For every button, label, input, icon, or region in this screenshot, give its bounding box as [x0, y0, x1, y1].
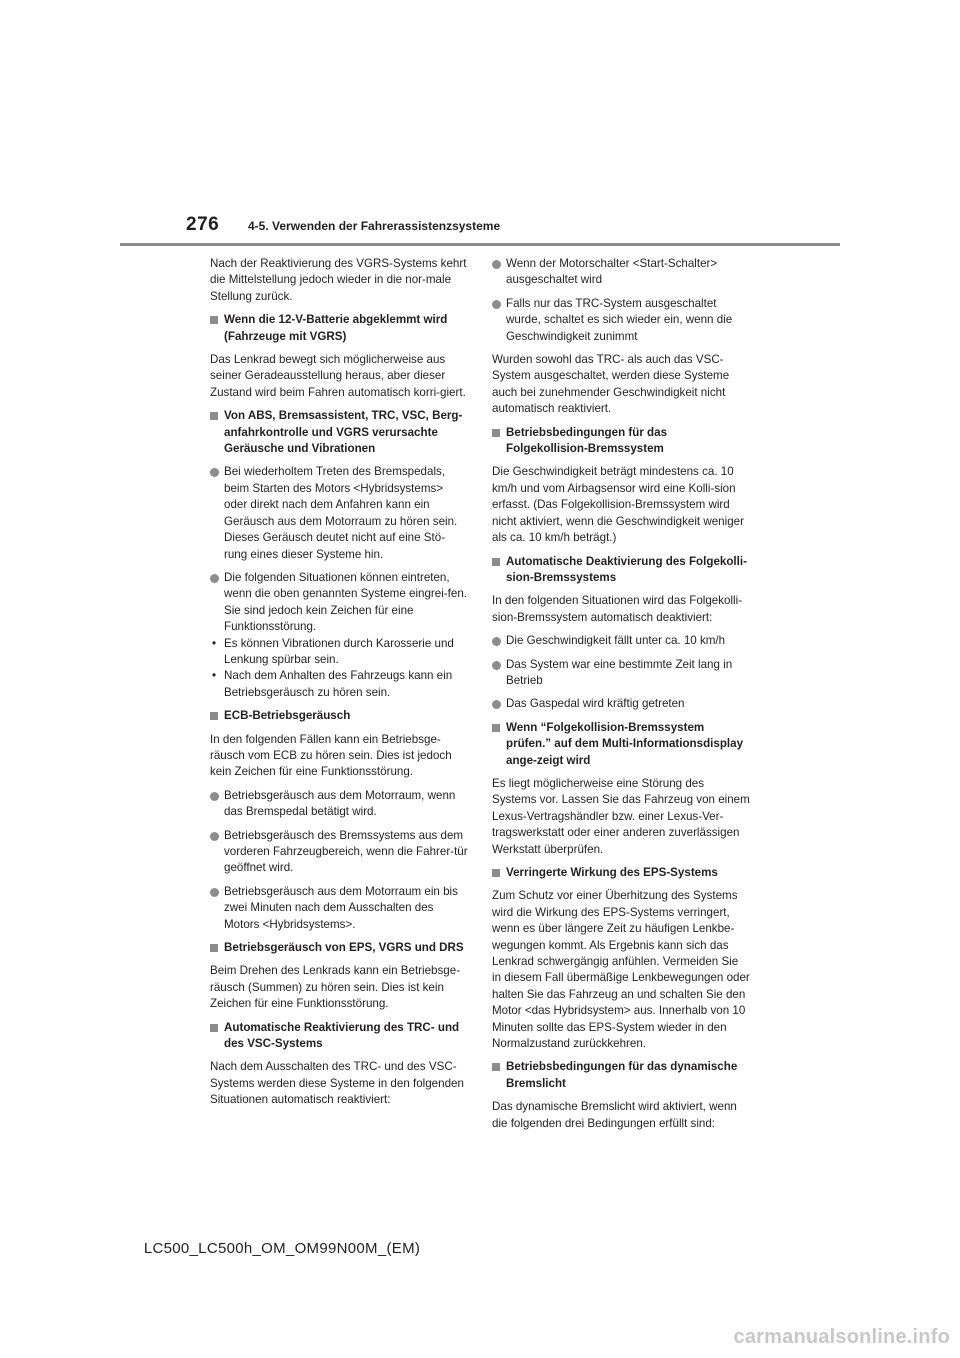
bullet-item: Betriebsgeräusch aus dem Motorraum ein bis zwei Minuten nach dem Ausschalten des Motors <Hybridsystems>. — [210, 884, 468, 933]
circle-bullet-icon — [210, 468, 219, 477]
square-bullet-icon — [492, 429, 500, 437]
paragraph: In den folgenden Fällen kann ein Betriebsge-räusch vom ECB zu hören sein. Dies ist jedoch kein Zeichen für eine Funktionsstörung. — [210, 732, 452, 779]
section-heading: Wenn “Folgekollision-Bremssystem prüfen.” auf dem Multi-Informationsdisplay ange-zeigt wird — [492, 720, 750, 769]
bullet-item: Betriebsgeräusch des Bremssystems aus dem vorderen Fahrzeugbereich, wenn die Fahrer-tür geöffnet wird. — [210, 828, 468, 877]
sub-bullet-item: • Nach dem Anhalten des Fahrzeugs kann ein Betriebsgeräusch zu hören sein. — [212, 669, 453, 699]
dot-marker-icon: • — [212, 669, 217, 683]
bullet-item: Die folgenden Situationen können eintreten, wenn die oben genannten Systeme eingrei-fen. Sie sind jedoch kein Zeichen für eine Funktionsstörung. — [210, 570, 468, 636]
page-footer — [0, 1240, 960, 1257]
section-title: 4-5. Verwenden der Fahrerassistenzsysteme — [248, 219, 501, 233]
circle-bullet-icon — [210, 574, 219, 583]
paragraph: In den folgenden Situationen wird das Folgekolli-sion-Bremssystem automatisch deaktiviert: — [492, 594, 743, 624]
circle-bullet-icon — [210, 888, 219, 897]
square-bullet-icon — [492, 724, 500, 732]
square-bullet-icon — [492, 558, 500, 566]
page-number: 276 — [186, 214, 220, 235]
square-bullet-icon — [210, 944, 218, 952]
watermark-link[interactable]: carmanualsonline.info — [733, 1326, 950, 1348]
bullet-item: Die Geschwindigkeit fällt unter ca. 10 km/h — [492, 633, 750, 649]
section-heading: Verringerte Wirkung des EPS-Systems — [492, 865, 750, 881]
section-heading: Automatische Reaktivierung des TRC- und des VSC-Systems — [210, 1020, 468, 1053]
section-heading: Betriebsbedingungen für das dynamische Bremslicht — [492, 1059, 750, 1092]
circle-bullet-icon — [492, 637, 501, 646]
bullet-item: Betriebsgeräusch aus dem Motorraum, wenn das Bremspedal betätigt wird. — [210, 788, 468, 821]
section-heading: Betriebsbedingungen für das Folgekollision-Bremssystem — [492, 425, 750, 458]
paragraph: Nach dem Ausschalten des TRC- und des VSC-Systems werden diese Systeme in den folgenden Situationen automatisch reaktiviert: — [210, 1060, 464, 1107]
paragraph: Nach der Reaktivierung des VGRS-Systems kehrt die Mittelstellung jedoch wieder in die nor-male Stellung zurück. — [210, 257, 467, 303]
dot-marker-icon: • — [212, 636, 217, 650]
paragraph: Wurden sowohl das TRC- als auch das VSC-System ausgeschaltet, werden diese Systeme auch bei zunehmender Geschwindigkeit nicht automatisch reaktiviert. — [492, 353, 730, 416]
square-bullet-icon — [492, 869, 500, 877]
bullet-item: Bei wiederholtem Treten des Bremspedals, beim Starten des Motors <Hybridsystems> oder direkt nach dem Anfahren kann ein Geräusch aus dem Motorraum zu hören sein. Dieses Geräusch deutet nicht auf eine Stö-rung eines dieser Systeme hin. — [210, 464, 468, 562]
circle-bullet-icon — [210, 832, 219, 841]
section-heading: ECB-Betriebsgeräusch — [210, 708, 468, 724]
paragraph: Das Lenkrad bewegt sich möglicherweise aus seiner Geradeausstellung heraus, aber dieser Zustand wird beim Fahren automatisch korri-giert. — [210, 353, 466, 399]
sub-bullet-item: • Es können Vibrationen durch Karosserie und Lenkung spürbar sein. — [212, 636, 454, 666]
right-column — [492, 256, 750, 1139]
header-divider — [120, 243, 840, 246]
bullet-item: Das Gaspedal wird kräftig getreten — [492, 696, 750, 712]
bullet-item: Das System war eine bestimmte Zeit lang in Betrieb — [492, 657, 750, 690]
square-bullet-icon — [210, 412, 218, 420]
paragraph: Zum Schutz vor einer Überhitzung des Systems wird die Wirkung des EPS-Systems verringert, wenn es über längere Zeit zu häufigen Lenkbe-wegungen kommt. Als Ergebnis kann sich das Lenkrad schwergängig anfühlen. Vermeiden Sie in diesem Fall übermäßige Lenkbewegungen oder halten Sie das Fahrzeug an und schalten Sie den Motor <das Hybridsystem> aus. Innerhalb von 10 Minuten sollte das EPS-System wieder in den Normalzustand zurückkehren. — [492, 889, 750, 1051]
paragraph: Die Geschwindigkeit beträgt mindestens ca. 10 km/h und vom Airbagsensor wird eine Kolli-sion erfasst. (Das Folgekollision-Bremssystem wird nicht aktiviert, wenn die Geschwindigkeit weniger als ca. 10 km/h beträgt.) — [492, 465, 744, 545]
square-bullet-icon — [210, 712, 218, 720]
paragraph: Es liegt möglicherweise eine Störung des Systems vor. Lassen Sie das Fahrzeug von einem Lexus-Vertragshändler bzw. einer Lexus-Ver-tragswerkstatt oder einer anderen zuverlässigen Werkstatt überprüfen. — [492, 776, 750, 856]
bullet-item: Wenn der Motorschalter <Start-Schalter> ausgeschaltet wird — [492, 256, 750, 289]
circle-bullet-icon — [492, 260, 501, 269]
left-column — [210, 256, 468, 1116]
circle-bullet-icon — [492, 300, 501, 309]
circle-bullet-icon — [492, 700, 501, 709]
document-code: LC500_LC500h_OM_OM99N00M_(EM) — [143, 1240, 421, 1257]
paragraph: Beim Drehen des Lenkrads kann ein Betriebsge-räusch (Summen) zu hören sein. Dies ist kein Zeichen für eine Funktionsstörung. — [210, 964, 461, 1011]
square-bullet-icon — [210, 316, 218, 324]
square-bullet-icon — [210, 1024, 218, 1032]
square-bullet-icon — [492, 1063, 500, 1071]
section-heading: Von ABS, Bremsassistent, TRC, VSC, Berg-anfahrkontrolle und VGRS verursachte Geräusche und Vibrationen — [210, 408, 468, 457]
bullet-item: Falls nur das TRC-System ausgeschaltet wurde, schaltet es sich wieder ein, wenn die Geschwindigkeit zunimmt — [492, 296, 750, 345]
page-header — [0, 0, 960, 260]
section-heading: Automatische Deaktivierung des Folgekolli-sion-Bremssystems — [492, 554, 750, 587]
section-heading: Wenn die 12-V-Batterie abgeklemmt wird (Fahrzeuge mit VGRS) — [210, 312, 468, 345]
paragraph: Das dynamische Bremslicht wird aktiviert, wenn die folgenden drei Bedingungen erfüllt sind: — [492, 1100, 737, 1130]
section-heading: Betriebsgeräusch von EPS, VGRS und DRS — [210, 940, 468, 956]
circle-bullet-icon — [210, 792, 219, 801]
circle-bullet-icon — [492, 661, 501, 670]
